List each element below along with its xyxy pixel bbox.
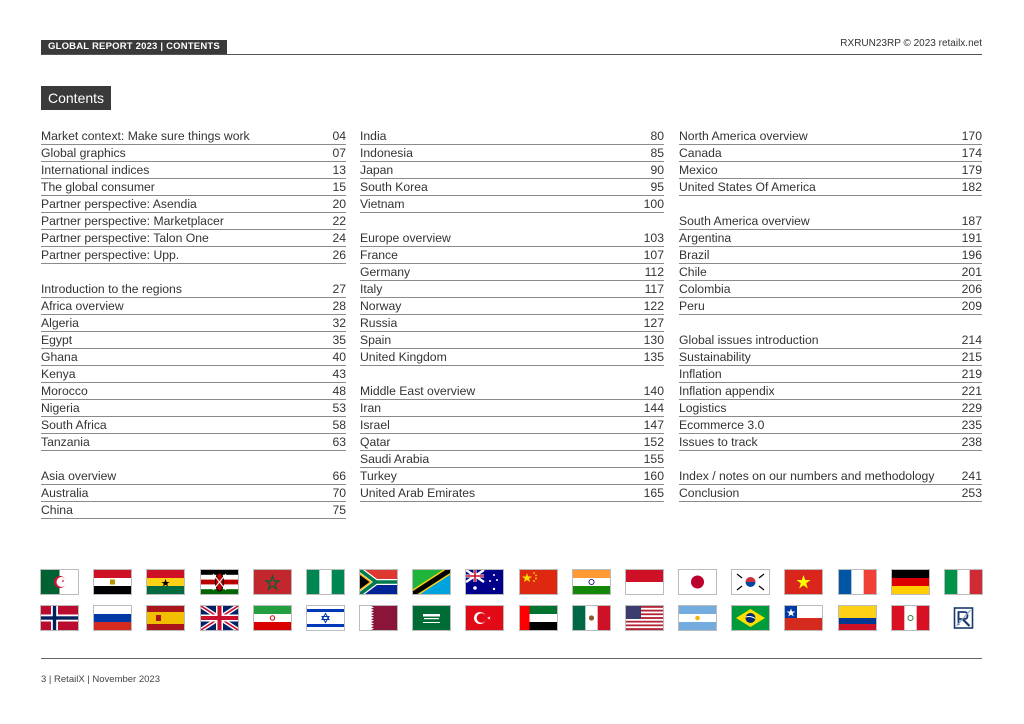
toc-entry[interactable] (679, 366, 982, 383)
toc-entry-page: 80 (650, 129, 664, 143)
toc-entry-page: 214 (961, 333, 982, 347)
peru-flag (892, 606, 929, 630)
toc-entry-title: Morocco (41, 384, 88, 398)
toc-entry[interactable] (41, 366, 346, 383)
toc-entry-title: Conclusion (679, 486, 740, 500)
egypt-flag (94, 570, 131, 594)
mexico-flag (573, 606, 610, 630)
toc-entry[interactable] (41, 145, 346, 162)
footer-divider (41, 658, 982, 659)
toc-entry-title: Australia (41, 486, 89, 500)
toc-entry-page: 07 (332, 146, 346, 160)
kenya-flag (201, 570, 238, 594)
toc-entry-title: Partner perspective: Upp. (41, 248, 180, 262)
toc-entry[interactable] (360, 349, 664, 366)
toc-entry-title: North America overview (679, 129, 808, 143)
toc-entry-title: Japan (360, 163, 394, 177)
toc-entry-page: 241 (961, 469, 982, 483)
toc-entry-title: Middle East overview (360, 384, 476, 398)
toc-entry-page: 179 (961, 163, 982, 177)
toc-entry[interactable] (41, 502, 346, 519)
toc-entry-page: 112 (644, 265, 664, 279)
iran-flag (254, 606, 291, 630)
algeria-flag (41, 570, 78, 594)
toc-entry-page: 221 (961, 384, 982, 398)
toc-spacer (679, 315, 982, 332)
toc-entry[interactable] (679, 434, 982, 451)
toc-entry-title: Inflation (679, 367, 722, 381)
toc-entry[interactable] (41, 332, 346, 349)
toc-entry[interactable] (41, 400, 346, 417)
retailx-logo (945, 606, 982, 630)
toc-entry[interactable] (41, 434, 346, 451)
toc-entry-title: Russia (360, 316, 398, 330)
south-korea-flag (732, 570, 769, 594)
toc-entry-page: 253 (961, 486, 982, 500)
toc-entry-title: Introduction to the regions (41, 282, 182, 296)
china-flag (520, 570, 557, 594)
toc-entry-title: Germany (360, 265, 411, 279)
toc-entry-page: 219 (961, 367, 982, 381)
toc-entry[interactable] (679, 332, 982, 349)
toc-spacer (41, 264, 346, 281)
italy-flag (945, 570, 982, 594)
toc-entry[interactable] (360, 298, 664, 315)
toc-entry-title: Colombia (679, 282, 731, 296)
toc-entry-page: 40 (332, 350, 346, 364)
toc-entry-page: 215 (961, 350, 982, 364)
france-flag (839, 570, 876, 594)
nigeria-flag (307, 570, 344, 594)
toc-entry-title: Canada (679, 146, 722, 160)
toc-entry-title: Ecommerce 3.0 (679, 418, 765, 432)
toc-entry[interactable] (41, 213, 346, 230)
chile-flag (785, 606, 822, 630)
toc-entry-page: 235 (961, 418, 982, 432)
toc-entry[interactable] (679, 264, 982, 281)
toc-entry-title: Global graphics (41, 146, 126, 160)
toc-entry[interactable] (41, 247, 346, 264)
toc-entry[interactable] (360, 128, 664, 145)
toc-entry[interactable] (679, 485, 982, 502)
toc-entry-page: 53 (332, 401, 346, 415)
toc-entry-title: Nigeria (41, 401, 80, 415)
colombia-flag (839, 606, 876, 630)
toc-entry[interactable] (679, 179, 982, 196)
tanzania-flag (413, 570, 450, 594)
toc-entry-title: Inflation appendix (679, 384, 775, 398)
toc-entry-page: 66 (332, 469, 346, 483)
toc-entry-title: South Korea (360, 180, 428, 194)
uae-flag (520, 606, 557, 630)
toc-spacer (679, 196, 982, 213)
toc-entry-page: 144 (643, 401, 664, 415)
toc-entry[interactable] (360, 434, 664, 451)
toc-entry-page: 201 (961, 265, 982, 279)
australia-flag (466, 570, 503, 594)
toc-entry[interactable] (679, 162, 982, 179)
toc-entry[interactable] (360, 281, 664, 298)
toc-entry-title: Asia overview (41, 469, 117, 483)
norway-flag (41, 606, 78, 630)
toc-entry-title: South Africa (41, 418, 107, 432)
toc-entry-page: 182 (961, 180, 982, 194)
toc-entry-title: Vietnam (360, 197, 405, 211)
south-africa-flag (360, 570, 397, 594)
toc-entry-title: Sustainability (679, 350, 751, 364)
brazil-flag (732, 606, 769, 630)
toc-spacer (679, 451, 982, 468)
toc-entry-page: 170 (961, 129, 982, 143)
toc-entry-page: 130 (643, 333, 664, 347)
toc-entry-page: 13 (332, 163, 346, 177)
russia-flag (94, 606, 131, 630)
toc-column-1 (41, 128, 346, 519)
toc-entry-title: Partner perspective: Marketplacer (41, 214, 224, 228)
toc-entry-title: Chile (679, 265, 707, 279)
toc-entry-page: 191 (961, 231, 982, 245)
toc-entry-page: 196 (961, 248, 982, 262)
toc-entry-title: The global consumer (41, 180, 155, 194)
toc-spacer (41, 451, 346, 468)
toc-entry-page: 147 (643, 418, 664, 432)
toc-entry[interactable] (360, 315, 664, 332)
toc-entry[interactable] (41, 179, 346, 196)
indonesia-flag (626, 570, 663, 594)
footer-text: 3 | RetailX | November 2023 (41, 674, 160, 685)
toc-entry-title: Italy (360, 282, 383, 296)
toc-entry-title: United Kingdom (360, 350, 447, 364)
toc-entry-title: International indices (41, 163, 150, 177)
toc-entry-title: Egypt (41, 333, 73, 347)
toc-entry-title: South America overview (679, 214, 810, 228)
toc-entry[interactable] (360, 417, 664, 434)
toc-entry-title: Global issues introduction (679, 333, 819, 347)
toc-entry[interactable] (41, 485, 346, 502)
toc-entry-title: Brazil (679, 248, 710, 262)
toc-entry-page: 43 (332, 367, 346, 381)
toc-entry-page: 27 (332, 282, 346, 296)
toc-entry-title: Market context: Make sure things work (41, 129, 250, 143)
copyright-text: RXRUN23RP © 2023 retailx.net (840, 38, 982, 49)
toc-entry-title: Mexico (679, 163, 718, 177)
header-bar (41, 40, 982, 55)
toc-entry-page: 209 (961, 299, 982, 313)
toc-entry[interactable] (41, 230, 346, 247)
toc-entry-title: Issues to track (679, 435, 758, 449)
ghana-flag (147, 570, 184, 594)
toc-entry[interactable] (679, 247, 982, 264)
united-kingdom-flag (201, 606, 238, 630)
toc-entry[interactable] (360, 247, 664, 264)
toc-entry-page: 122 (643, 299, 664, 313)
toc-entry-title: Africa overview (41, 299, 124, 313)
toc-entry[interactable] (41, 417, 346, 434)
toc-entry-title: India (360, 129, 387, 143)
toc-entry[interactable] (679, 400, 982, 417)
toc-entry[interactable] (360, 196, 664, 213)
israel-flag (307, 606, 344, 630)
toc-entry-page: 127 (643, 316, 664, 330)
toc-entry[interactable] (41, 315, 346, 332)
toc-entry-page: 160 (643, 469, 664, 483)
toc-entry[interactable] (360, 264, 664, 281)
toc-entry-title: Algeria (41, 316, 79, 330)
toc-entry[interactable] (679, 468, 982, 485)
toc-entry-title: Partner perspective: Asendia (41, 197, 197, 211)
toc-entry-page: 103 (643, 231, 664, 245)
toc-entry[interactable] (679, 128, 982, 145)
toc-entry[interactable] (679, 230, 982, 247)
toc-entry-title: Partner perspective: Talon One (41, 231, 209, 245)
toc-entry-page: 04 (332, 129, 346, 143)
spain-flag (147, 606, 184, 630)
toc-entry-page: 229 (961, 401, 982, 415)
toc-entry-title: Peru (679, 299, 705, 313)
toc-entry-page: 22 (332, 214, 346, 228)
toc-entry-page: 70 (332, 486, 346, 500)
toc-entry-page: 206 (961, 282, 982, 296)
vietnam-flag (785, 570, 822, 594)
toc-entry[interactable] (360, 332, 664, 349)
india-flag (573, 570, 610, 594)
toc-entry[interactable] (679, 298, 982, 315)
toc-entry-page: 20 (332, 197, 346, 211)
toc-entry[interactable] (41, 128, 346, 145)
toc-entry[interactable] (41, 383, 346, 400)
toc-entry[interactable] (41, 468, 346, 485)
toc-entry[interactable] (41, 349, 346, 366)
toc-entry[interactable] (679, 417, 982, 434)
toc-entry-page: 28 (332, 299, 346, 313)
toc-entry-page: 135 (643, 350, 664, 364)
toc-entry-page: 155 (643, 452, 664, 466)
toc-spacer (360, 213, 664, 230)
toc-entry-title: Turkey (360, 469, 397, 483)
toc-entry-title: Ghana (41, 350, 78, 364)
argentina-flag (679, 606, 716, 630)
toc-entry[interactable] (360, 451, 664, 468)
toc-entry-page: 238 (961, 435, 982, 449)
toc-entry-title: Argentina (679, 231, 732, 245)
toc-entry[interactable] (679, 145, 982, 162)
toc-entry[interactable] (41, 196, 346, 213)
toc-entry-page: 95 (650, 180, 664, 194)
toc-entry-page: 48 (332, 384, 346, 398)
toc-entry-page: 15 (332, 180, 346, 194)
toc-entry[interactable] (41, 162, 346, 179)
toc-entry-page: 35 (332, 333, 346, 347)
toc-entry-page: 85 (650, 146, 664, 160)
toc-entry[interactable] (360, 162, 664, 179)
toc-entry[interactable] (360, 400, 664, 417)
toc-entry[interactable] (679, 349, 982, 366)
toc-entry-page: 32 (332, 316, 346, 330)
toc-entry-title: Tanzania (41, 435, 90, 449)
toc-entry-page: 75 (332, 503, 346, 517)
toc-entry[interactable] (679, 213, 982, 230)
toc-entry-page: 140 (643, 384, 664, 398)
morocco-flag (254, 570, 291, 594)
toc-entry[interactable] (679, 383, 982, 400)
toc-entry-title: Israel (360, 418, 390, 432)
germany-flag (892, 570, 929, 594)
toc-entry-page: 24 (332, 231, 346, 245)
toc-entry-title: Indonesia (360, 146, 413, 160)
toc-entry-page: 90 (650, 163, 664, 177)
toc-entry-title: Europe overview (360, 231, 451, 245)
toc-entry-title: United Arab Emirates (360, 486, 476, 500)
toc-entry-page: 117 (644, 282, 664, 296)
toc-entry-title: Iran (360, 401, 382, 415)
toc-entry[interactable] (41, 281, 346, 298)
toc-entry-page: 187 (961, 214, 982, 228)
toc-column-2 (360, 128, 664, 502)
toc-entry[interactable] (360, 179, 664, 196)
toc-entry-page: 107 (643, 248, 664, 262)
toc-entry[interactable] (360, 485, 664, 502)
toc-entry-page: 58 (332, 418, 346, 432)
toc-entry[interactable] (360, 468, 664, 485)
toc-entry-page: 174 (961, 146, 982, 160)
toc-entry-title: Saudi Arabia (360, 452, 430, 466)
toc-entry-title: France (360, 248, 398, 262)
japan-flag (679, 570, 716, 594)
toc-entry-title: Qatar (360, 435, 391, 449)
toc-entry-title: Index / notes on our numbers and methodology (679, 469, 935, 483)
toc-entry-title: Logistics (679, 401, 727, 415)
toc-column-3 (679, 128, 982, 502)
toc-entry-title: China (41, 503, 73, 517)
toc-entry-title: United States Of America (679, 180, 816, 194)
section-tag: GLOBAL REPORT 2023 | CONTENTS (41, 40, 227, 54)
toc-entry-title: Kenya (41, 367, 76, 381)
toc-entry[interactable] (360, 383, 664, 400)
saudi-arabia-flag (413, 606, 450, 630)
toc-entry-page: 100 (643, 197, 664, 211)
toc-entry-title: Spain (360, 333, 392, 347)
toc-entry-page: 165 (643, 486, 664, 500)
toc-entry-title: Norway (360, 299, 402, 313)
qatar-flag (360, 606, 397, 630)
toc-entry[interactable] (360, 230, 664, 247)
toc-spacer (360, 366, 664, 383)
usa-flag (626, 606, 663, 630)
toc-entry[interactable] (41, 298, 346, 315)
toc-entry-page: 26 (332, 248, 346, 262)
page-title: Contents (41, 86, 111, 110)
toc-entry-page: 63 (332, 435, 346, 449)
turkey-flag (466, 606, 503, 630)
toc-entry-page: 152 (643, 435, 664, 449)
toc-entry[interactable] (360, 145, 664, 162)
toc-entry[interactable] (679, 281, 982, 298)
